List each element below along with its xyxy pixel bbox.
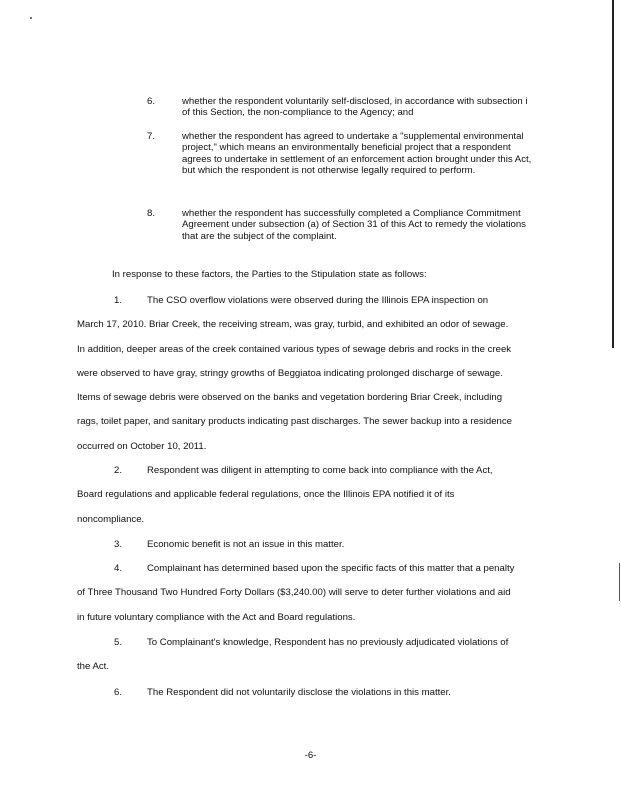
- paragraph-number: 5.: [114, 637, 123, 648]
- scan-edge-line: [612, 0, 614, 348]
- paragraph: [77, 289, 517, 459]
- paragraph: [77, 459, 517, 532]
- paragraph-text: Respondent was diligent in attempting to come back into compliance with the Act, Board regulations and applicable federal regulations, once the Illinois EPA notified it of its noncompliance.: [77, 465, 493, 525]
- list-item-text: whether the respondent has agreed to undertake a "supplemental environmental project," which means an environmentally beneficial project that a respondent agrees to undertake in settlement of an enforcement action brought under this Act, but which the respondent is not otherwise legally required to perform.: [182, 131, 532, 177]
- list-item-number: 7.: [147, 131, 156, 142]
- paragraph-text: To Complainant's knowledge, Respondent has no previously adjudicated violations of the Act.: [77, 637, 509, 673]
- scan-speck: [30, 17, 32, 19]
- intro-text: In response to these factors, the Parties to the Stipulation state as follows:: [112, 269, 427, 280]
- list-item-text: whether the respondent voluntarily self-disclosed, in accordance with subsection i of this Section, the non-compliance to the Agency; and: [182, 96, 528, 119]
- paragraph-number: 1.: [114, 295, 123, 306]
- paragraph: [77, 557, 517, 630]
- paragraph: [77, 681, 517, 705]
- paragraph-text: Economic benefit is not an issue in this matter.: [147, 539, 345, 550]
- paragraph-number: 2.: [114, 465, 123, 476]
- scan-edge-mark: [619, 563, 620, 601]
- paragraph-number: 3.: [114, 539, 123, 550]
- list-item-text: whether the respondent has successfully completed a Compliance Commitment Agreement under subsection (a) of Section 31 of this Act to remedy the violations that are the subject of the complaint.: [182, 208, 526, 242]
- paragraph: [77, 631, 517, 680]
- paragraph-text: The Respondent did not voluntarily disclose the violations in this matter.: [147, 687, 451, 698]
- paragraph-text: Complainant has determined based upon the specific facts of this matter that a penalty of Three Thousand Two Hundred Forty Dollars ($3,240.00) will serve to deter further violations and aid in future voluntary compliance with the Act and Board regulations.: [77, 563, 515, 623]
- paragraph: [77, 533, 517, 557]
- paragraph-number: 6.: [114, 687, 123, 698]
- page-number: -6-: [304, 750, 317, 761]
- paragraph-number: 4.: [114, 563, 123, 574]
- list-item-number: 8.: [147, 208, 156, 219]
- list-item-number: 6.: [147, 96, 156, 107]
- paragraph-text: The CSO overflow violations were observed during the Illinois EPA inspection on March 17, 2010. Briar Creek, the receiving stream, was gray, turbid, and exhibited an odor of sewage. In addition, deeper areas of the creek contained various types of sewage debris and rocks in the creek were observed to have gray, stringy growths of Beggiatoa indicating prolonged discharge of sewage. Items of sewage debris were observed on the banks and vegetation bordering Briar Creek, including rags, toilet paper, and sanitary products indicating past discharges. The sewer backup into a residence occurred on October 10, 2011.: [77, 295, 512, 452]
